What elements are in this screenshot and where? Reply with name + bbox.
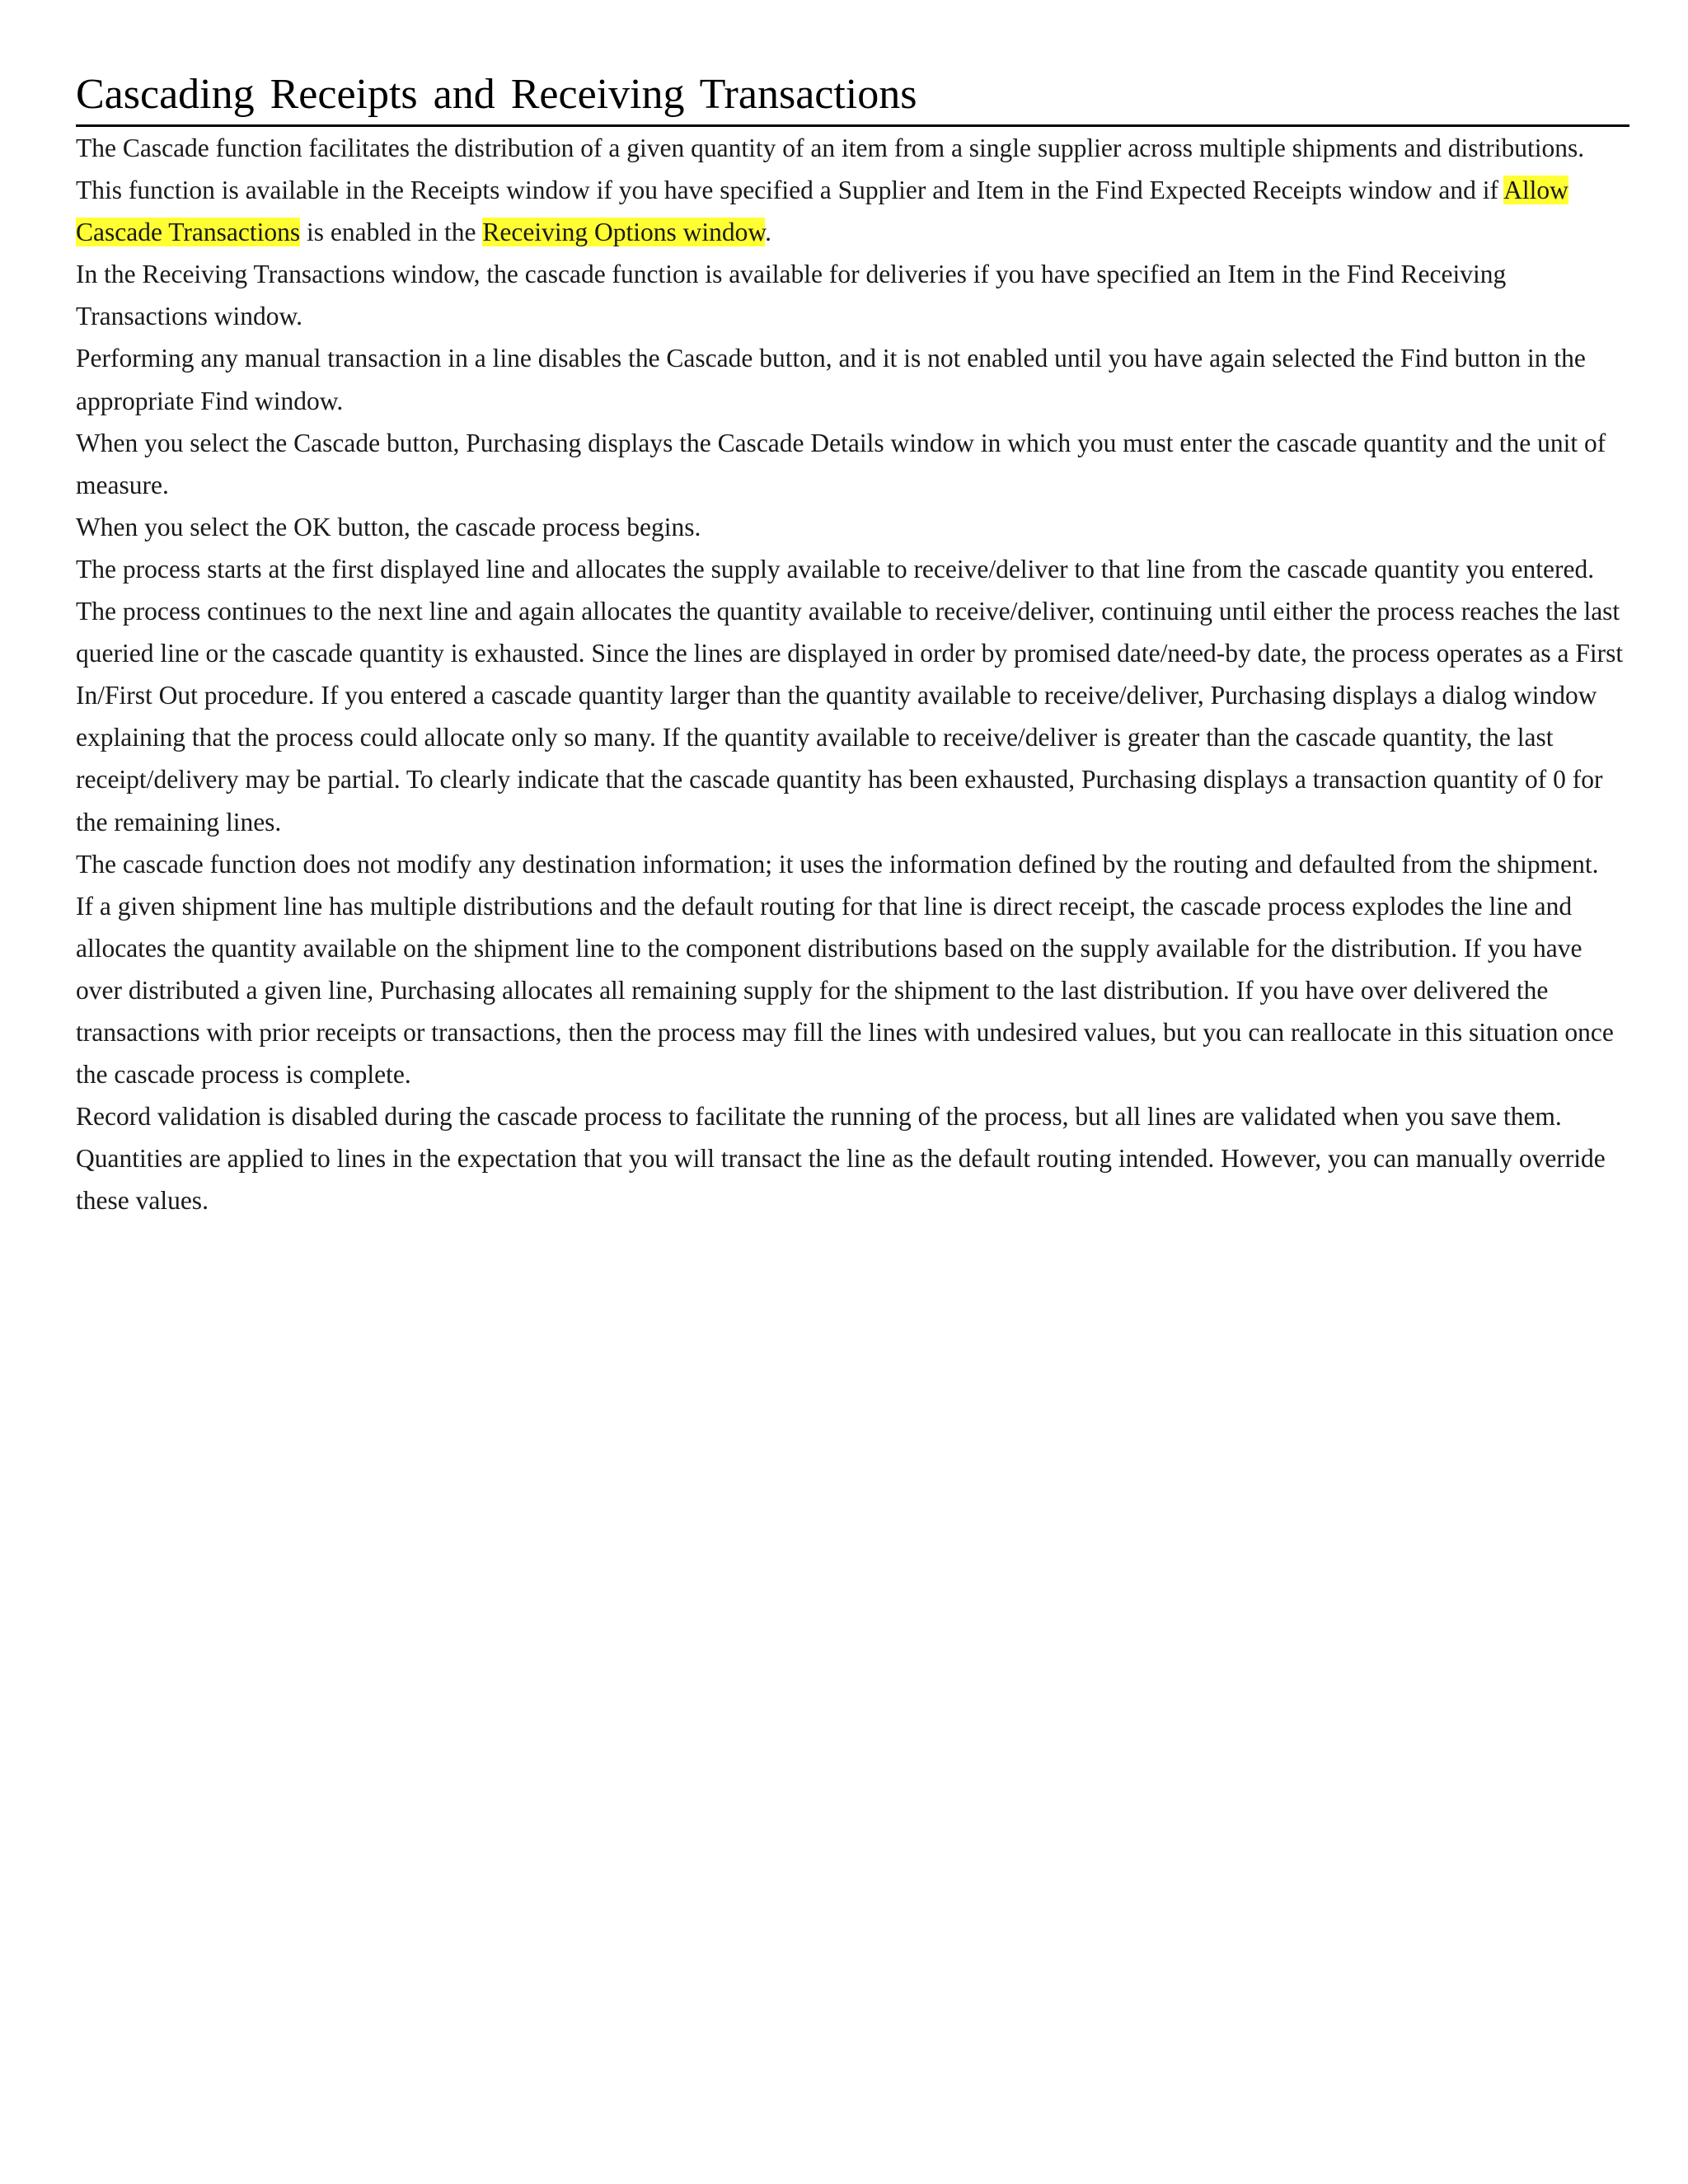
paragraph-text: is enabled in the <box>300 218 483 247</box>
page-title: Cascading Receipts and Receiving Transactions <box>76 71 917 118</box>
paragraph-cascade-function <box>76 127 1625 253</box>
paragraph-process-continues: The process continues to the next line and again allocates the quantity available to receive/deliver, continuing until either the process reaches the last queried line or the cascade quantity is exhausted. Since the lines are displayed in order by promised date/need-by date, the process operates as a First In/First Out procedure. If you entered a cascade quantity larger than the quantity available to receive/deliver, Purchasing displays a dialog window explaining that the process could allocate only so many. If the quantity available to receive/deliver is greater than the cascade quantity, the last receipt/delivery may be partial. To clearly indicate that the cascade quantity has been exhausted, Purchasing displays a transaction quantity of 0 for the remaining lines. <box>76 597 1624 837</box>
paragraph-text: . <box>765 218 771 247</box>
paragraph-ok-button: When you select the OK button, the cascade process begins. <box>76 512 701 541</box>
document-body <box>76 127 1625 1221</box>
paragraph-cascade-button: When you select the Cascade button, Purchasing displays the Cascade Details window in which you must enter the cascade quantity and the unit of measure. <box>76 428 1606 499</box>
paragraph-receiving-transactions: In the Receiving Transactions window, the cascade function is available for deliveries if you have specified an Item in the Find Receiving Transactions window. <box>76 260 1507 331</box>
paragraph-process-start: The process starts at the first displayed line and allocates the supply available to receive/deliver to that line from the cascade quantity you entered. <box>76 554 1595 583</box>
paragraph-text: The Cascade function facilitates the distribution of a given quantity of an item from a single supplier across multiple shipments and distributions. This function is available in the Receipts window if you have specified a Supplier and Item in the Find Expected Receipts window and if <box>76 134 1585 205</box>
highlight-allow-cascade-transactions: Allow Cascade Transactions <box>76 176 1568 247</box>
paragraph-record-validation: Record validation is disabled during the cascade process to facilitate the running of the process, but all lines are validated when you save them. Quantities are applied to lines in the expectation that you will transact the line as the default routing intended. However, you can manually override these values. <box>76 1102 1606 1216</box>
paragraph-destination-info: The cascade function does not modify any destination information; it uses the information defined by the routing and defaulted from the shipment. <box>76 849 1599 879</box>
paragraph-manual-transaction: Performing any manual transaction in a line disables the Cascade button, and it is not enabled until you have again selected the Find button in the appropriate Find window. <box>76 344 1586 415</box>
paragraph-multiple-distributions: If a given shipment line has multiple distributions and the default routing for that line is direct receipt, the cascade process explodes the line and allocates the quantity available on the shipment line to the component distributions based on the supply available for the distribution. If you have over distributed a given line, Purchasing allocates all remaining supply for the shipment to the last distribution. If you have over delivered the transactions with prior receipts or transactions, then the process may fill the lines with undesired values, but you can reallocate in this situation once the cascade process is complete. <box>76 891 1614 1090</box>
highlight-receiving-options-window: Receiving Options window <box>482 218 766 247</box>
document-page <box>76 68 1629 124</box>
